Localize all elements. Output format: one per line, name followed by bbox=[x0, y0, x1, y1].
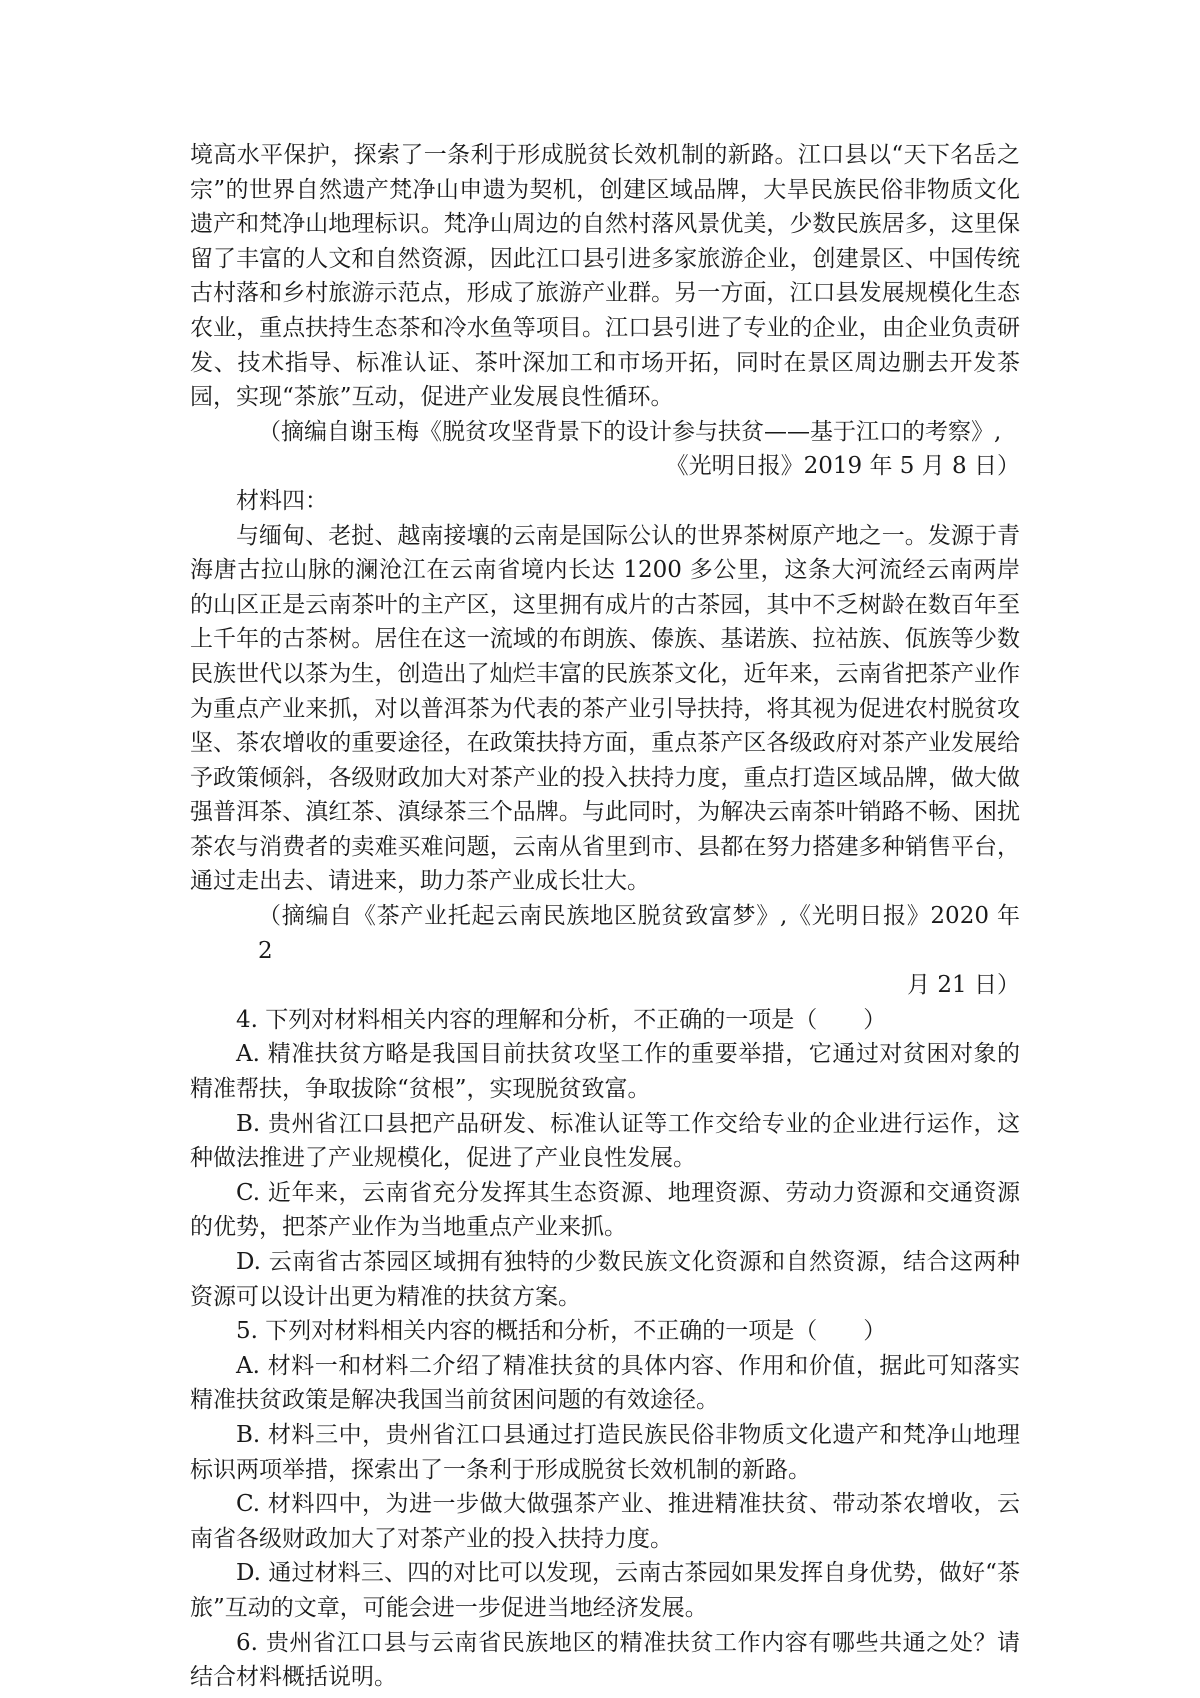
document-page bbox=[190, 138, 1020, 1695]
material4-source-line1: （摘编自《茶产业托起云南民族地区脱贫致富梦》,《光明日报》2020 年 2 bbox=[258, 903, 1020, 964]
question-4-stem: 4. 下列对材料相关内容的理解和分析，不正确的一项是（ ） bbox=[236, 1006, 887, 1033]
question-5 bbox=[190, 1314, 1020, 1625]
question-6-stem: 6. 贵州省江口县与云南省民族地区的精准扶贫工作内容有哪些共通之处？请结合材料概括说明。 bbox=[190, 1629, 1020, 1691]
material4-heading: 材料四： bbox=[236, 487, 328, 514]
question-4-option-b: B. 贵州省江口县把产品研发、标准认证等工作交给专业的企业进行运作，这种做法推进了产业规模化，促进了产业良性发展。 bbox=[190, 1110, 1020, 1172]
question-5-option-d: D. 通过材料三、四的对比可以发现，云南古茶园如果发挥自身优势，做好“茶旅”互动的文章，可能会进一步促进当地经济发展。 bbox=[190, 1560, 1020, 1621]
question-5-option-a: A. 材料一和材料二介绍了精准扶贫的具体内容、作用和价值，据此可知落实精准扶贫政策是解决我国当前贫困问题的有效途径。 bbox=[190, 1352, 1020, 1414]
question-4 bbox=[190, 1003, 1020, 1314]
material3-source-line2: 《光明日报》2019 年 5 月 8 日） bbox=[665, 453, 1020, 480]
question-5-option-c: C. 材料四中，为进一步做大做强茶产业、推进精准扶贫、带动茶农增收，云南省各级财政加大了对茶产业的投入扶持力度。 bbox=[190, 1491, 1020, 1552]
question-6 bbox=[190, 1626, 1020, 1695]
question-4-option-d: D. 云南省古茶园区域拥有独特的少数民族文化资源和自然资源，结合这两种资源可以设计出更为精准的扶贫方案。 bbox=[190, 1249, 1020, 1310]
question-5-option-b: B. 材料三中，贵州省江口县通过打造民族民俗非物质文化遗产和梵净山地理标识两项举措，探索出了一条利于形成脱贫长效机制的新路。 bbox=[190, 1421, 1020, 1483]
material3-continued-paragraph: 境高水平保护，探索了一条利于形成脱贫长效机制的新路。江口县以“天下名岳之宗”的世界自然遗产梵净山申遗为契机，创建区域品牌，大旱民族民俗非物质文化遗产和梵净山地理标识。梵净山周边的自然村落风景优美，少数民族居多，这里保留了丰富的人文和自然资源，因此江口县引进多家旅游企业，创建景区、中国传统古村落和乡村旅游示范点，形成了旅游产业群。另一方面，江口县发展规模化生态农业，重点扶持生态茶和冷水鱼等项目。江口县引进了专业的企业，由企业负责研发、技术指导、标准认证、茶叶深加工和市场开拓，同时在景区周边删去开发茶园，实现“茶旅”互动，促进产业发展良性循环。 bbox=[190, 142, 1020, 411]
material4-body-paragraph: 与缅甸、老挝、越南接壤的云南是国际公认的世界茶树原产地之一。发源于青海唐古拉山脉的澜沧江在云南省境内长达 1200 多公里，这条大河流经云南两岸的山区正是云南茶叶的主产区，这里拥有成片的古茶园，其中不乏树龄在数百年至上千年的古茶树。居住在这一流域的布朗族、傣族、基诺族、拉祜族、佤族等少数民族世代以茶为生，创造出了灿烂丰富的民族茶文化，近年来，云南省把茶产业作为重点产业来抓，对以普洱茶为代表的茶产业引导扶持，将其视为促进农村脱贫攻坚、茶农增收的重要途径，在政策扶持方面，重点茶产区各级政府对茶产业发展给予政策倾斜，各级财政加大对茶产业的投入扶持力度，重点打造区域品牌，做大做强普洱茶、滇红茶、滇绿茶三个品牌。与此同时，为解决云南茶叶销路不畅、困扰茶农与消费者的卖难买难问题，云南从省里到市、县都在努力搭建多种销售平台，通过走出去、请进来，助力茶产业成长壮大。 bbox=[190, 522, 1020, 895]
question-4-option-a: A. 精准扶贫方略是我国目前扶贫攻坚工作的重要举措，它通过对贫困对象的精准帮扶，争取拔除“贫根”，实现脱贫致富。 bbox=[190, 1041, 1020, 1103]
material3-source-line1: （摘编自谢玉梅《脱贫攻坚背景下的设计参与扶贫——基于江口的考察》, bbox=[258, 418, 1002, 445]
material4-source-line2: 月 21 日） bbox=[907, 972, 1020, 999]
question-5-stem: 5. 下列对材料相关内容的概括和分析，不正确的一项是（ ） bbox=[236, 1318, 887, 1345]
question-4-option-c: C. 近年来，云南省充分发挥其生态资源、地理资源、劳动力资源和交通资源的优势，把茶产业作为当地重点产业来抓。 bbox=[190, 1179, 1020, 1241]
